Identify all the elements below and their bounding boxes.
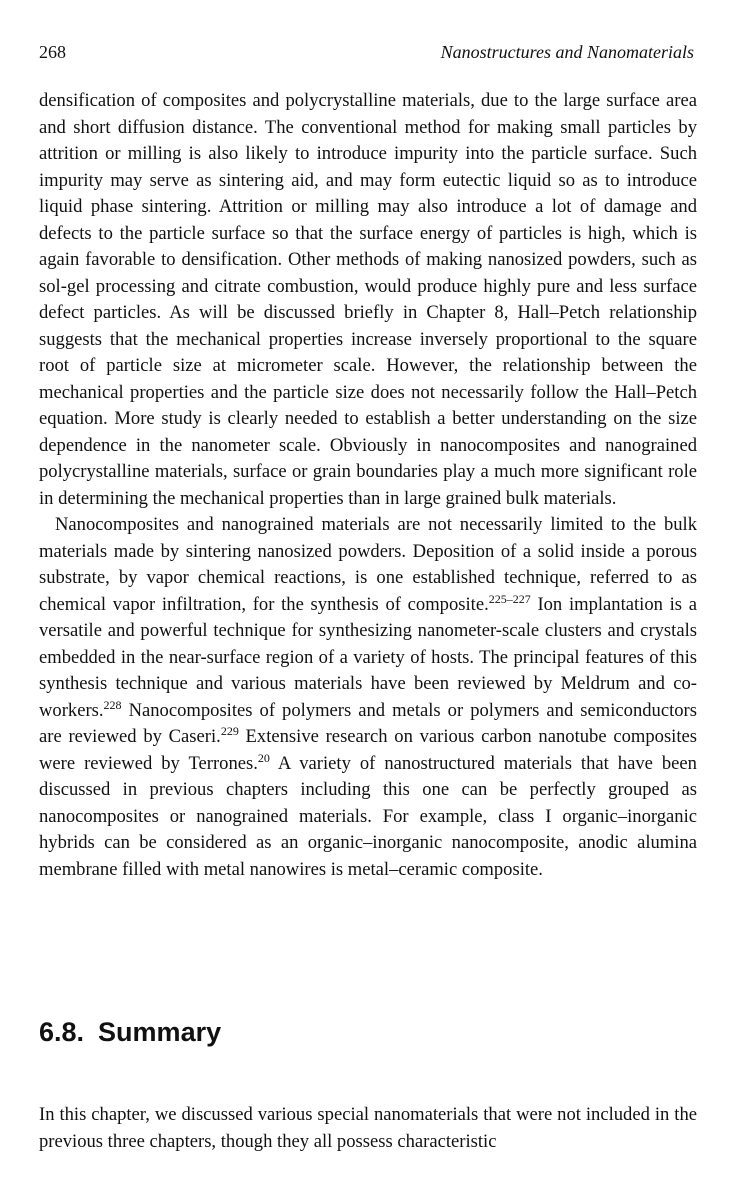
paragraph-densification: densification of composites and polycrystalline materials, due to the large surface area and short diffusion distance. The conventional method for making small particles by attrition or milling is also likely to introduce impurity into the particle surface. Such impurity may serve as sintering aid, and may form eutectic liquid so as to introduce liquid phase sintering. Attrition or milling may also introduce a lot of damage and defects to the particle surface so that the surface energy of particles is high, which is again favorable to densification. Other methods of making nanosized powders, such as sol-gel processing and citrate combustion, would produce highly pure and less surface defect particles. As will be discussed briefly in Chapter 8, Hall–Petch relationship suggests that the mechanical properties increase inversely proportional to the square root of particle size at micrometer scale. However, the relationship between the mechanical properties and the particle size does not necessarily follow the Hall–Petch equation. More study is clearly needed to establish a better understanding on the size dependence in the nanometer scale. Obviously in nanocomposites and nanograined polycrystalline materials, surface or grain boundaries play a much more significant role in determining the mechanical properties than in large grained bulk materials.: [39, 90, 697, 509]
citation-ref: 20: [257, 750, 270, 765]
paragraph-text: Nanocomposites of polymers and metals or polymers and semiconductors are reviewed by Caseri.: [39, 699, 697, 747]
section-heading: [39, 1015, 221, 1049]
paragraph-text: Nanocomposites and nanograined materials are not necessarily limited to the bulk materials made by sintering nanosized powders. Deposition of a solid inside a porous substrate, by vapor chemical reactions, is one established technique, referred to as chemical vapor infiltration, for the synthesis of composite.: [39, 514, 697, 615]
citation-ref: 229: [220, 724, 239, 738]
section-number: 6.8.: [39, 1017, 85, 1047]
summary-text: [39, 1102, 697, 1155]
page-header: [39, 40, 694, 64]
paragraph-summary: In this chapter, we discussed various special nanomaterials that were not included in the previous three chapters, though they all possess characteristic: [39, 1104, 697, 1152]
paragraph-text: A variety of nanostructured materials that have been discussed in previous chapters including this one can be perfectly grouped as nanocomposites or nanograined materials. For example, class I organic–inorganic hybrids can be considered as an organic–inorganic nanocomposite, anodic alumina membrane filled with metal nanowires is metal–ceramic composite.: [39, 752, 697, 880]
paragraph-text: Extensive research on various carbon nanotube composites were reviewed by Terrones.: [39, 726, 697, 774]
body-text: [39, 88, 697, 883]
running-head: Nanostructures and Nanomaterials: [440, 42, 694, 62]
citation-ref: 225–227: [488, 591, 531, 606]
paragraph-nanocomposites: [39, 512, 697, 883]
page-number: 268: [39, 42, 66, 62]
paragraph-text: Ion implantation is a versatile and powerful technique for synthesizing nanometer-scale clusters and crystals embedded in the near-surface region of a variety of hosts. The principal features of this synthesis technique and various materials have been reviewed by Meldrum and co-workers.: [39, 593, 697, 721]
citation-ref: 228: [103, 697, 122, 712]
section-title: Summary: [98, 1017, 222, 1047]
